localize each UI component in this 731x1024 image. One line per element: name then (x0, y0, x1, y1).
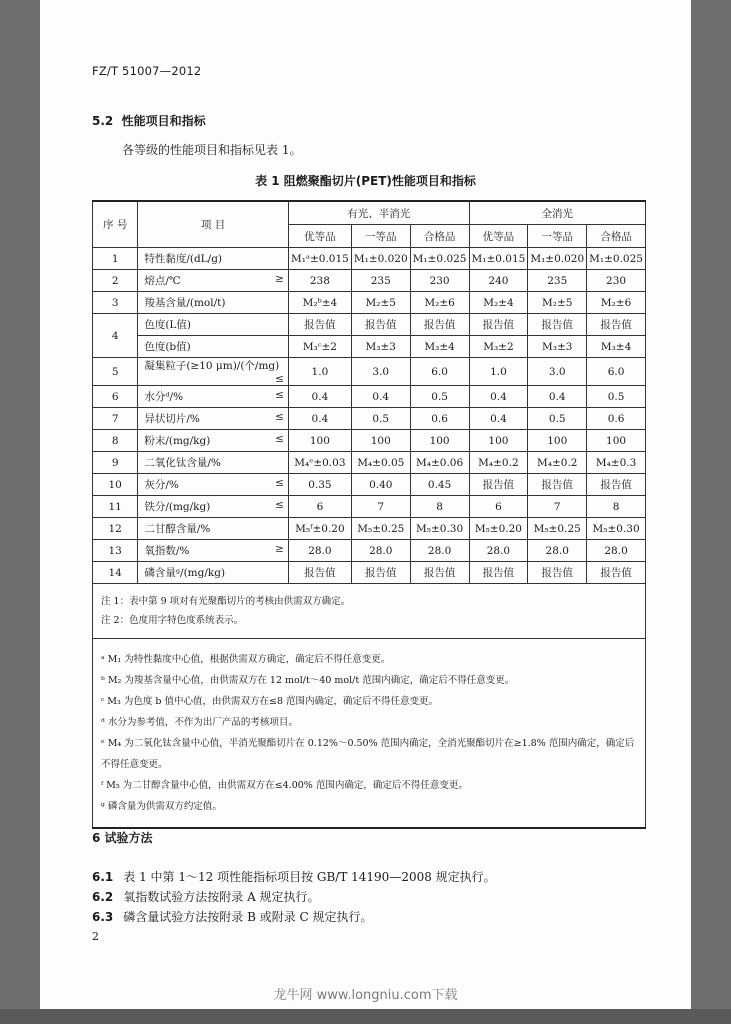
section-title: 性能项目和指标 (121, 114, 206, 128)
value-cell: 报告值 (351, 562, 410, 584)
method-text: 磷含量试验方法按附录 B 或附录 C 规定执行。 (123, 910, 373, 924)
value-cell: 3.0 (528, 358, 587, 386)
table-row (93, 496, 646, 518)
item-label: 粉末/(mg/kg) (144, 435, 211, 447)
value-cell: 0.5 (528, 408, 587, 430)
value-cell: 100 (351, 430, 410, 452)
table-footnote: ᵉ M₄ 为二氧化钛含量中心值，半消光聚酯切片在 0.12%～0.50% 范围内确定，全消光聚酯切片在≥1.8% 范围内确定，确定后不得任意变更。 (101, 738, 635, 770)
method-item (92, 888, 320, 905)
value-cell: 100 (469, 430, 528, 452)
item-label: 羧基含量/(mol/t) (144, 297, 226, 309)
item-cell (138, 358, 289, 386)
value-cell: 报告值 (469, 314, 528, 336)
value-cell: 0.45 (410, 474, 469, 496)
limit-symbol: ≥ (275, 543, 284, 555)
table-row (93, 562, 646, 584)
value-cell: 28.0 (351, 540, 410, 562)
table-row (93, 386, 646, 408)
value-cell: 28.0 (528, 540, 587, 562)
row-number: 12 (93, 518, 138, 540)
section-6-heading: 6 试验方法 (92, 831, 153, 845)
item-cell (138, 314, 289, 336)
table-header-row (93, 201, 646, 225)
value-cell: M₂±4 (469, 292, 528, 314)
section-number: 5.2 (92, 114, 114, 128)
method-number: 6.1 (92, 870, 114, 884)
limit-symbol: ≤ (275, 411, 284, 423)
value-cell: M₂±5 (351, 292, 410, 314)
limit-symbol: ≤ (275, 389, 284, 401)
value-cell: 240 (469, 270, 528, 292)
value-cell: 0.5 (351, 408, 410, 430)
col-no-header: 序 号 (93, 201, 138, 248)
value-cell: 6 (288, 496, 351, 518)
value-cell: M₄±0.06 (410, 452, 469, 474)
value-cell: M₁ᵃ±0.015 (288, 248, 351, 270)
value-cell: M₄±0.2 (528, 452, 587, 474)
value-cell: M₁±0.025 (587, 248, 646, 270)
table-footnote: ᵃ M₁ 为特性黏度中心值，根据供需双方确定，确定后不得任意变更。 (101, 654, 391, 665)
table-row (93, 292, 646, 314)
table-row (93, 248, 646, 270)
table-footnote: ᵍ 磷含量为供需双方约定值。 (101, 801, 222, 812)
value-cell: 0.4 (351, 386, 410, 408)
grade-header: 合格品 (587, 225, 646, 248)
row-number: 11 (93, 496, 138, 518)
row-number: 4 (93, 314, 138, 358)
item-label: 灰分/% (144, 479, 179, 491)
value-cell: 100 (587, 430, 646, 452)
notes-row (93, 584, 646, 639)
watermark-text: 龙牛网 www.longniu.com下载 (273, 988, 458, 1003)
item-label: 异状切片/% (144, 413, 200, 425)
item-cell (138, 292, 289, 314)
table-row (93, 540, 646, 562)
grade-header: 优等品 (288, 225, 351, 248)
value-cell: 100 (410, 430, 469, 452)
value-cell: M₄±0.05 (351, 452, 410, 474)
row-number: 8 (93, 430, 138, 452)
method-text: 氧指数试验方法按附录 A 规定执行。 (123, 890, 320, 904)
item-cell (138, 562, 289, 584)
value-cell: M₂±6 (410, 292, 469, 314)
value-cell: 6.0 (410, 358, 469, 386)
item-cell (138, 452, 289, 474)
value-cell: M₅±0.25 (351, 518, 410, 540)
value-cell: M₅±0.30 (410, 518, 469, 540)
value-cell: 0.4 (528, 386, 587, 408)
document-page (40, 0, 691, 1009)
value-cell: 1.0 (469, 358, 528, 386)
value-cell: M₃±2 (469, 336, 528, 358)
table-row (93, 270, 646, 292)
item-cell (138, 408, 289, 430)
value-cell: 报告值 (587, 314, 646, 336)
value-cell: M₁±0.020 (528, 248, 587, 270)
value-cell: M₃±4 (410, 336, 469, 358)
value-cell: M₁±0.020 (351, 248, 410, 270)
value-cell: 3.0 (351, 358, 410, 386)
limit-symbol: ≥ (275, 273, 284, 285)
grade-header: 合格品 (410, 225, 469, 248)
value-cell: 0.6 (410, 408, 469, 430)
value-cell: 0.35 (288, 474, 351, 496)
item-cell (138, 386, 289, 408)
method-item (92, 908, 373, 925)
col-item-header: 项 目 (138, 201, 289, 248)
value-cell: 100 (528, 430, 587, 452)
value-cell: 28.0 (587, 540, 646, 562)
value-cell: 报告值 (288, 314, 351, 336)
value-cell: 报告值 (587, 474, 646, 496)
value-cell: 0.5 (410, 386, 469, 408)
section-intro: 各等级的性能项目和指标见表 1。 (122, 143, 302, 157)
table-row (93, 474, 646, 496)
value-cell: 235 (351, 270, 410, 292)
table-row (93, 430, 646, 452)
value-cell: 7 (351, 496, 410, 518)
table-row (93, 314, 646, 336)
value-cell: 报告值 (410, 562, 469, 584)
item-label: 熔点/℃ (144, 275, 181, 287)
footnotes-cell (93, 639, 646, 829)
value-cell: 报告值 (528, 314, 587, 336)
method-number: 6.3 (92, 910, 114, 924)
item-cell (138, 474, 289, 496)
table-note: 注 1：表中第 9 项对有光聚酯切片的考核由供需双方确定。 (101, 596, 351, 607)
value-cell: M₃±3 (528, 336, 587, 358)
value-cell: 6.0 (587, 358, 646, 386)
item-label: 氧指数/% (144, 545, 190, 557)
notes-cell (93, 584, 646, 639)
method-text: 表 1 中第 1～12 项性能指标项目按 GB/T 14190—2008 规定执行。 (123, 870, 496, 884)
group-a-header: 有光、半消光 (288, 201, 469, 225)
table-footnote: ᵇ M₂ 为羧基含量中心值，由供需双方在 12 mol/t～40 mol/t 范围内确定，确定后不得任意变更。 (101, 675, 515, 686)
item-label: 色度(b值) (144, 341, 191, 353)
section-5-2-heading (92, 112, 206, 129)
group-b-header: 全消光 (469, 201, 646, 225)
value-cell: 28.0 (410, 540, 469, 562)
item-cell (138, 496, 289, 518)
footnotes-row (93, 639, 646, 829)
table-row (93, 408, 646, 430)
value-cell: M₁±0.015 (469, 248, 528, 270)
item-label: 二甘醇含量/% (144, 523, 211, 535)
value-cell: 0.4 (469, 386, 528, 408)
value-cell: 235 (528, 270, 587, 292)
row-number: 6 (93, 386, 138, 408)
item-label: 磷含量ᵍ/(mg/kg) (144, 567, 226, 579)
value-cell: 0.5 (587, 386, 646, 408)
value-cell: 28.0 (288, 540, 351, 562)
value-cell: M₅±0.20 (469, 518, 528, 540)
value-cell: 报告值 (528, 562, 587, 584)
value-cell: M₃±3 (351, 336, 410, 358)
item-cell (138, 540, 289, 562)
value-cell: M₂±5 (528, 292, 587, 314)
value-cell: 报告值 (288, 562, 351, 584)
limit-symbol: ≤ (275, 499, 284, 511)
limit-symbol: ≤ (275, 477, 284, 489)
table-caption: 表 1 阻燃聚酯切片(PET)性能项目和指标 (255, 174, 476, 188)
row-number: 14 (93, 562, 138, 584)
viewer-bottom-strip (0, 1009, 731, 1024)
limit-symbol: ≤ (275, 373, 284, 385)
item-label: 凝集粒子(≥10 μm)/(个/mg) (144, 360, 280, 372)
row-number: 13 (93, 540, 138, 562)
value-cell: M₃±4 (587, 336, 646, 358)
value-cell: 1.0 (288, 358, 351, 386)
value-cell: 8 (410, 496, 469, 518)
value-cell: 报告值 (351, 314, 410, 336)
value-cell: 0.4 (288, 386, 351, 408)
item-label: 铁分/(mg/kg) (144, 501, 211, 513)
item-label: 特性黏度/(dL/g) (144, 253, 223, 265)
row-number: 5 (93, 358, 138, 386)
table-note: 注 2：色度用字特色度系统表示。 (101, 615, 244, 626)
value-cell: 7 (528, 496, 587, 518)
value-cell: 报告值 (528, 474, 587, 496)
table-row (93, 336, 646, 358)
item-cell (138, 248, 289, 270)
method-number: 6.2 (92, 890, 114, 904)
value-cell: 报告值 (410, 314, 469, 336)
value-cell: 28.0 (469, 540, 528, 562)
spec-table (92, 200, 646, 829)
row-number: 9 (93, 452, 138, 474)
item-cell (138, 430, 289, 452)
table-row (93, 358, 646, 386)
grade-header: 一等品 (351, 225, 410, 248)
value-cell: M₃ᶜ±2 (288, 336, 351, 358)
grade-header: 优等品 (469, 225, 528, 248)
value-cell: 230 (587, 270, 646, 292)
page-number: 2 (92, 930, 99, 943)
item-cell (138, 336, 289, 358)
value-cell: 238 (288, 270, 351, 292)
table-footnote: ᶠ M₅ 为二甘醇含量中心值，由供需双方在≤4.00% 范围内确定，确定后不得任意变更。 (101, 780, 468, 791)
value-cell: 0.6 (587, 408, 646, 430)
table-footnote: ᵈ 水分为参考值，不作为出厂产品的考核项目。 (101, 717, 298, 728)
item-label: 色度(L值) (144, 319, 191, 331)
value-cell: M₂±6 (587, 292, 646, 314)
standard-number: FZ/T 51007—2012 (92, 64, 202, 78)
value-cell: M₄ᵉ±0.03 (288, 452, 351, 474)
value-cell: 8 (587, 496, 646, 518)
value-cell: 报告值 (469, 474, 528, 496)
item-cell (138, 270, 289, 292)
row-number: 3 (93, 292, 138, 314)
table-footnote: ᶜ M₃ 为色度 b 值中心值，由供需双方在≤8 范围内确定，确定后不得任意变更。 (101, 696, 439, 707)
table-row (93, 452, 646, 474)
value-cell: M₄±0.3 (587, 452, 646, 474)
row-number: 7 (93, 408, 138, 430)
row-number: 1 (93, 248, 138, 270)
value-cell: 0.40 (351, 474, 410, 496)
value-cell: 6 (469, 496, 528, 518)
value-cell: M₅ᶠ±0.20 (288, 518, 351, 540)
value-cell: 100 (288, 430, 351, 452)
item-label: 二氧化钛含量/% (144, 457, 221, 469)
value-cell: 0.4 (469, 408, 528, 430)
limit-symbol: ≤ (275, 433, 284, 445)
value-cell: M₄±0.2 (469, 452, 528, 474)
table-row (93, 518, 646, 540)
value-cell: 报告值 (469, 562, 528, 584)
value-cell: M₂ᵇ±4 (288, 292, 351, 314)
grade-header: 一等品 (528, 225, 587, 248)
value-cell: M₅±0.30 (587, 518, 646, 540)
row-number: 2 (93, 270, 138, 292)
row-number: 10 (93, 474, 138, 496)
value-cell: 报告值 (587, 562, 646, 584)
item-label: 水分ᵈ/% (144, 391, 184, 403)
value-cell: M₁±0.025 (410, 248, 469, 270)
item-cell (138, 518, 289, 540)
value-cell: M₅±0.25 (528, 518, 587, 540)
value-cell: 0.4 (288, 408, 351, 430)
value-cell: 230 (410, 270, 469, 292)
method-item (92, 868, 496, 885)
